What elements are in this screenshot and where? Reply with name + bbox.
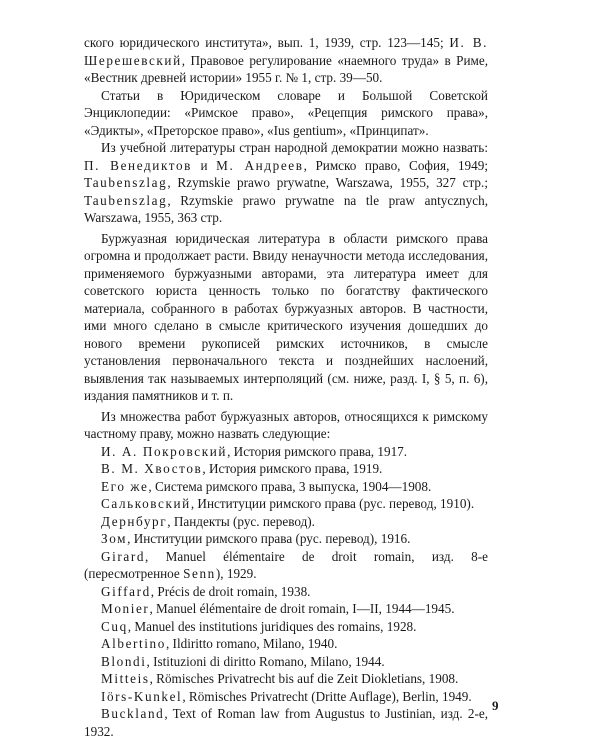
paragraph xyxy=(84,139,488,227)
author-name: В. М. Хвостов xyxy=(101,461,203,476)
paragraph xyxy=(84,230,488,405)
text-run: , Manuel élémentaire de droit romain, I—II, 1944—1945. xyxy=(149,601,455,616)
paragraph xyxy=(84,688,488,706)
text-run: , Römisches Privatrecht bis auf die Zeit Diokletians, 1908. xyxy=(149,671,459,686)
author-name: Monier xyxy=(101,601,150,616)
author-name: И. В. Шерешевский xyxy=(84,35,489,68)
paragraph xyxy=(84,705,488,740)
paragraph xyxy=(84,478,488,496)
author-name: Albertino xyxy=(101,636,166,651)
author-name: Blondi xyxy=(101,653,147,669)
text-run: , Rzymskie prawo prywatne, Warszawa, 1955, 327 стр.; xyxy=(167,175,488,190)
paragraph xyxy=(84,87,488,140)
text-run: , Précis de droit romain, 1938. xyxy=(150,583,311,599)
text-run: , Istituzioni di diritto Romano, Milano, 1944. xyxy=(146,653,385,669)
paragraph xyxy=(84,460,488,478)
paragraph xyxy=(84,443,488,461)
text-run: , Römisches Privatrecht (Dritte Auflage), Berlin, 1949. xyxy=(182,688,472,704)
text-run: , Manuel des institutions juridiques des romains, 1928. xyxy=(127,618,417,634)
author-name: Girard xyxy=(101,548,146,564)
text-run: и xyxy=(191,157,217,173)
paragraph xyxy=(84,34,488,87)
text-run: , Ildiritto romano, Milano, 1940. xyxy=(165,636,338,651)
text-run: , Институции римского права (рус. перевод, 1910). xyxy=(190,496,475,511)
text-run: Буржуазная юридическая литература в области римского права огромна и продолжает расти. Ввиду ненаучности метода исследования, применяемого буржуазными авторами, эта литература имеет для советского юриста ценность только по богатству фактического материала, собранного в работах буржуазных авторов. В частности, ими много сделано в смысле критического изучения дошедших до нового времени рукописей римских источников, в смысле установления первоначального текста и позднейших наслоений, выявления так называемых интерполяций (см. ниже, разд. I, § 5, п. 6), издания памятников и т. п. xyxy=(84,230,488,403)
text-run: , Римско право, София, 1949; xyxy=(303,157,488,173)
body-text xyxy=(84,34,488,740)
author-name: Taubenszlag xyxy=(84,175,168,190)
author-name: Buckland xyxy=(101,706,165,721)
paragraph xyxy=(84,635,488,653)
author-name: Taubenszlag xyxy=(84,192,168,208)
text-run: , Институции римского права (рус. перевод), 1916. xyxy=(127,531,411,546)
page-number: 9 xyxy=(492,698,499,713)
author-name: Дернбург xyxy=(101,513,168,529)
author-name: Giffard xyxy=(101,583,151,599)
author-name: Сальковский xyxy=(101,496,191,511)
text-run: Из учебной литературы стран народной демократии можно назвать: xyxy=(101,140,488,155)
text-run: ), 1929. xyxy=(215,566,257,581)
text-run: , Правовое регулирование «наемного труда» в Риме, «Вестник древней истории» 1955 г. № 1, стр. 39—50. xyxy=(84,52,488,85)
text-run: Из множества работ буржуазных авторов, относящихся к римскому частному праву, можно назвать следующие: xyxy=(84,408,488,441)
text-run: , Rzymskie prawo prywatne na tle praw antycznych, Warszawa, 1955, 363 стр. xyxy=(84,192,488,225)
author-name: Cuq xyxy=(101,618,128,634)
text-run: , История римского права, 1919. xyxy=(202,461,383,476)
paragraph xyxy=(84,530,488,548)
text-run: , Система римского права, 3 выпуска, 1904—1908. xyxy=(148,478,432,494)
author-name: Mitteis xyxy=(101,671,150,686)
paragraph xyxy=(84,618,488,636)
paragraph xyxy=(84,408,488,443)
text-run: ского юридического института», вып. 1, 1939, стр. 123—145; xyxy=(84,35,450,50)
author-name: М. Андреев xyxy=(216,157,304,173)
paragraph xyxy=(84,513,488,531)
paragraph xyxy=(84,670,488,688)
author-name: П. Венедиктов xyxy=(84,157,192,173)
author-name: Iörs-Kunkel xyxy=(101,688,183,704)
text-run: , История римского права, 1917. xyxy=(227,443,408,459)
paragraph xyxy=(84,653,488,671)
author-name: Его же xyxy=(101,478,149,494)
author-name: Senn xyxy=(183,566,216,581)
text-run: , Text of Roman law from Augustus to Justinian, изд. 2-е, 1932. xyxy=(84,706,488,739)
paragraph xyxy=(84,583,488,601)
text-run: Статьи в Юридическом словаре и Большой Советской Энциклопедии: «Римское право», «Рецепция римского права», «Эдикты», «Преторское право», «Ius gentium», «Принципат». xyxy=(84,87,488,138)
author-name: Зом xyxy=(101,531,128,546)
author-name: И. А. Покровский xyxy=(101,443,228,459)
text-run: , Пандекты (рус. перевод). xyxy=(167,513,315,529)
text-run: , Manuel élémentaire de droit romain, изд. 8-е (пересмотренное xyxy=(84,548,488,581)
paragraph xyxy=(84,600,488,618)
paragraph xyxy=(84,548,488,583)
paragraph xyxy=(84,495,488,513)
